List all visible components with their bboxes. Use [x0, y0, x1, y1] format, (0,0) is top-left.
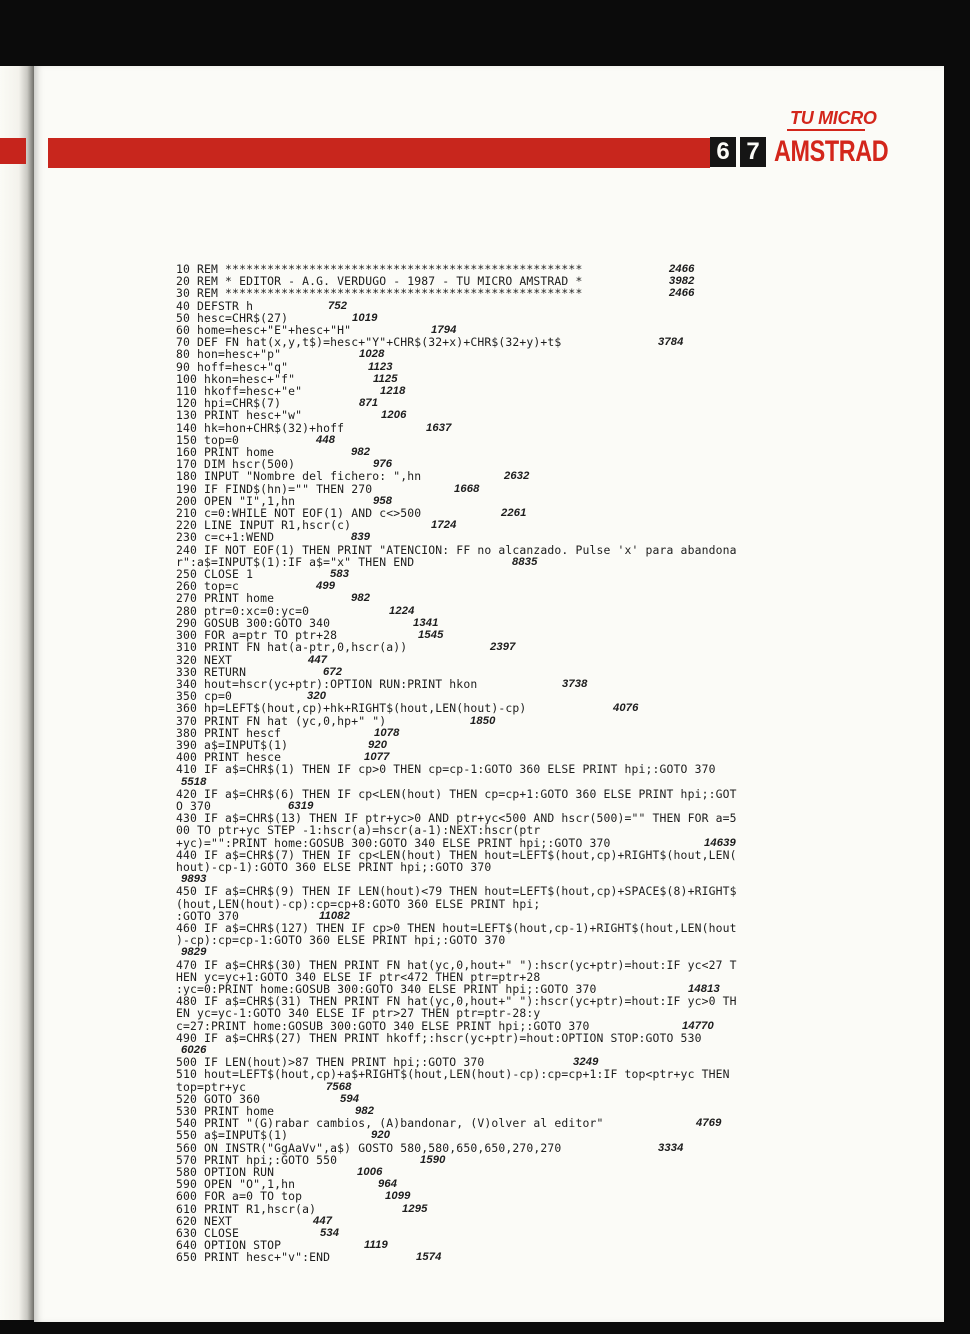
code-text: 120 hpi=CHR$(7): [176, 396, 282, 411]
code-text: c=27:PRINT home:GOSUB 300:GOTO 340 ELSE PRINT hpi;:GOTO 370: [176, 1018, 590, 1033]
code-text: 430 IF a$=CHR$(13) THEN IF ptr+yc>0 AND ptr+yc<500 AND hscr(500)="" THEN FOR a=5: [176, 811, 737, 826]
code-line: [176, 1081, 886, 1093]
code-text: 450 IF a$=CHR$(9) THEN IF LEN(hout)<79 THEN hout=LEFT$(hout,cp)+SPACE$(8)+RIGHT$: [176, 884, 737, 899]
code-text: 60 home=hesc+"E"+hesc+"H": [176, 323, 352, 338]
checksum: 2261: [501, 507, 527, 520]
checksum: 1078: [374, 726, 400, 739]
checksum: 1794: [431, 324, 457, 337]
checksum: 447: [308, 653, 328, 666]
code-text: :GOTO 370: [176, 908, 240, 923]
code-line: [176, 556, 886, 568]
code-line: [176, 422, 886, 434]
checksum: 447: [313, 1214, 333, 1227]
checksum: 964: [378, 1178, 398, 1191]
code-text: 40 DEFSTR h: [176, 298, 254, 313]
page-digit: 6: [710, 137, 736, 167]
code-text: 260 top=c: [176, 579, 240, 594]
adjacent-page-edge: [0, 66, 34, 1320]
code-text: 300 FOR a=ptr TO ptr+28: [176, 628, 338, 643]
code-text: 480 IF a$=CHR$(31) THEN PRINT FN hat(yc,0,hout+" "):hscr(yc+ptr)=hout:IF yc>0 TH: [176, 994, 737, 1009]
checksum: 2632: [504, 470, 530, 483]
code-line: [176, 861, 886, 873]
code-text: 350 cp=0: [176, 689, 233, 704]
code-line: [176, 1154, 886, 1166]
checksum: 2466: [669, 263, 695, 275]
code-text: 130 PRINT hesc+"w": [176, 408, 303, 423]
code-text: 410 IF a$=CHR$(1) THEN IF cp>0 THEN cp=cp-1:GOTO 360 ELSE PRINT hpi;:GOTO 370: [176, 762, 716, 777]
code-text: 150 top=0: [176, 432, 240, 447]
checksum: 958: [373, 494, 393, 507]
checksum: 672: [323, 665, 343, 678]
code-line: [176, 1203, 886, 1215]
code-line: [176, 739, 886, 751]
code-line: [176, 519, 886, 531]
code-line: [176, 287, 886, 299]
code-text: 470 IF a$=CHR$(30) THEN PRINT FN hat(yc,0,hout+" "):hscr(yc+ptr)=hout:IF yc<27 T: [176, 957, 737, 972]
checksum: 1341: [413, 616, 439, 629]
code-text: 160 PRINT home: [176, 445, 275, 460]
code-text: 100 hkon=hesc+"f": [176, 371, 296, 386]
code-text: 440 IF a$=CHR$(7) THEN IF cp<LEN(hout) THEN hout=LEFT$(hout,cp)+RIGHT$(hout,LEN(: [176, 847, 737, 862]
code-text: top=ptr+yc: [176, 1079, 247, 1094]
checksum: 1206: [381, 409, 407, 422]
checksum: 839: [351, 531, 371, 544]
code-text: EN yc=yc-1:GOTO 340 ELSE IF ptr>27 THEN ptr=ptr-28:y: [176, 1006, 541, 1021]
code-text: )-cp):cp=cp-1:GOTO 360 ELSE PRINT hpi;:GOTO 370: [176, 933, 506, 948]
code-text: 70 DEF FN hat(x,y,t$)=hesc+"Y"+CHR$(32+x)+CHR$(32+y)+t$: [176, 335, 562, 350]
checksum: 14639: [704, 836, 736, 849]
checksum: 4769: [696, 1117, 722, 1130]
code-text: 340 hout=hscr(yc+ptr):OPTION RUN:PRINT hkon: [176, 676, 478, 691]
code-line: [176, 715, 886, 727]
code-text: (hout,LEN(hout)-cp):cp=cp+8:GOTO 360 ELSE PRINT hpi;: [176, 896, 541, 911]
checksum: 6319: [288, 799, 314, 812]
code-text: 20 REM * EDITOR - A.G. VERDUGO - 1987 - TU MICRO AMSTRAD *: [176, 274, 583, 289]
code-text: 400 PRINT hesce: [176, 750, 282, 765]
code-text: 580 OPTION RUN: [176, 1165, 275, 1180]
code-line: [176, 1227, 886, 1239]
code-line: [176, 1251, 886, 1263]
magazine-brand: AMSTRAD: [774, 135, 889, 168]
code-text: 650 PRINT hesc+"v":END: [176, 1250, 331, 1265]
checksum: 4076: [613, 702, 639, 715]
code-text: 140 hk=hon+CHR$(32)+hoff: [176, 420, 345, 435]
code-line: [176, 385, 886, 397]
code-text: 490 IF a$=CHR$(27) THEN PRINT hkoff;:hscr(yc+ptr)=hout:OPTION STOP:GOTO 530: [176, 1030, 702, 1045]
code-line: [176, 654, 886, 666]
code-line: [176, 580, 886, 592]
checksum: 982: [355, 1105, 375, 1118]
code-text: 30 REM ***************************************************: [176, 286, 583, 301]
checksum: 920: [368, 738, 388, 751]
checksum: 1724: [431, 519, 457, 532]
code-line: [176, 1068, 886, 1080]
code-text: 570 PRINT hpi;:GOTO 550: [176, 1152, 338, 1167]
code-text: 210 c=0:WHILE NOT EOF(1) AND c<>500: [176, 506, 422, 521]
code-text: 330 RETURN: [176, 664, 247, 679]
code-line: [176, 1093, 886, 1105]
checksum: 5518: [181, 775, 207, 788]
checksum: 11082: [319, 909, 351, 922]
code-text: 540 PRINT "(G)rabar cambios, (A)bandonar, (V)olver al editor": [176, 1116, 604, 1131]
checksum: 1295: [402, 1202, 428, 1215]
code-text: 360 hp=LEFT$(hout,cp)+hk+RIGHT$(hout,LEN(hout)-cp): [176, 701, 527, 716]
checksum: 14813: [688, 982, 720, 995]
code-line: [176, 763, 886, 775]
checksum: 1850: [470, 714, 496, 727]
basic-listing: [176, 263, 886, 1264]
code-text: 590 OPEN "O",1,hn: [176, 1177, 296, 1192]
code-line: [176, 1215, 886, 1227]
code-text: 550 a$=INPUT$(1): [176, 1128, 289, 1143]
checksum: 1123: [368, 360, 393, 373]
code-text: 530 PRINT home: [176, 1104, 275, 1119]
page-digit: 7: [740, 137, 766, 167]
checksum: 976: [373, 458, 393, 471]
magazine-page: [34, 66, 944, 1322]
code-text: +yc)="":PRINT home:GOSUB 300:GOTO 340 ELSE PRINT hpi;:GOTO 370: [176, 835, 611, 850]
checksum: 6026: [181, 1044, 207, 1056]
checksum: 2466: [669, 287, 695, 300]
checksum: 14770: [682, 1019, 714, 1032]
checksum: 1119: [364, 1239, 388, 1252]
checksum: 3784: [658, 336, 684, 349]
code-text: 370 PRINT FN hat (yc,0,hp+" "): [176, 713, 387, 728]
code-text: 190 IF FIND$(hn)="" THEN 270: [176, 481, 373, 496]
checksum: 1590: [420, 1153, 446, 1166]
checksum: 1574: [416, 1251, 442, 1264]
checksum: 1077: [364, 751, 390, 764]
code-text: 600 FOR a=0 TO top: [176, 1189, 303, 1204]
code-text: hout)-cp-1):GOTO 360 ELSE PRINT hpi;:GOTO 370: [176, 859, 492, 874]
code-text: 380 PRINT hescf: [176, 725, 282, 740]
code-text: 50 hesc=CHR$(27): [176, 310, 289, 325]
code-line: [176, 788, 886, 800]
code-line: [176, 1032, 886, 1044]
page-number: [710, 136, 921, 168]
code-text: 00 TO ptr+yc STEP -1:hscr(a)=hscr(a-1):NEXT:hscr(ptr: [176, 823, 541, 838]
code-line: [176, 641, 886, 653]
code-text: 560 ON INSTR("GgAaVv",a$) GOSTO 580,580,650,650,270,270: [176, 1140, 562, 1155]
checksum: 7568: [326, 1080, 352, 1093]
code-text: 280 ptr=0:xc=0:yc=0: [176, 603, 310, 618]
checksum: 871: [359, 397, 379, 410]
checksum: 1637: [426, 421, 452, 434]
code-text: 310 PRINT FN hat(a-ptr,0,hscr(a)): [176, 640, 408, 655]
checksum: 982: [351, 592, 371, 605]
code-text: 270 PRINT home: [176, 591, 275, 606]
checksum: 920: [371, 1129, 391, 1142]
checksum: 9893: [181, 873, 207, 886]
code-text: 520 GOTO 360: [176, 1091, 261, 1106]
code-text: 320 NEXT: [176, 652, 233, 667]
checksum: 1028: [359, 348, 385, 361]
code-text: 90 hoff=hesc+"q": [176, 359, 289, 374]
checksum: 1668: [454, 482, 480, 495]
code-text: HEN yc=yc+1:GOTO 340 ELSE IF ptr<472 THEN ptr=ptr+28: [176, 969, 541, 984]
checksum: 320: [307, 690, 327, 703]
code-line: [176, 434, 886, 446]
checksum: 1099: [385, 1190, 411, 1203]
code-text: 620 NEXT: [176, 1213, 233, 1228]
code-text: 170 DIM hscr(500): [176, 457, 296, 472]
code-text: 420 IF a$=CHR$(6) THEN IF cp<LEN(hout) THEN cp=cp+1:GOTO 360 ELSE PRINT hpi;:GOT: [176, 786, 737, 801]
code-text: 200 OPEN "I",1,hn: [176, 493, 296, 508]
checksum: 3982: [669, 275, 695, 288]
checksum: 3249: [573, 1056, 599, 1069]
checksum: 1019: [352, 311, 378, 324]
code-text: 240 IF NOT EOF(1) THEN PRINT "ATENCION: FF no alcanzado. Pulse 'x' para abandona: [176, 542, 737, 557]
code-line: [176, 934, 886, 946]
code-text: 390 a$=INPUT$(1): [176, 737, 289, 752]
checksum: 3334: [658, 1141, 684, 1154]
code-text: 110 hkoff=hesc+"e": [176, 384, 303, 399]
checksum: 594: [340, 1092, 360, 1105]
code-text: 510 hout=LEFT$(hout,cp)+a$+RIGHT$(hout,LEN(hout)-cp):cp=cp+1:IF top<ptr+yc THEN: [176, 1067, 730, 1082]
header-banner: [48, 138, 710, 168]
checksum: 8835: [512, 555, 538, 568]
code-text: 80 hon=hesc+"p": [176, 347, 282, 362]
checksum: 499: [316, 580, 336, 593]
checksum: 2397: [490, 641, 516, 654]
checksum: 3738: [562, 677, 588, 690]
section-label: TU MICRO: [790, 108, 877, 128]
code-text: 230 c=c+1:WEND: [176, 530, 275, 545]
code-line: [176, 898, 886, 910]
code-text: O 370: [176, 798, 212, 813]
code-text: :yc=0:PRINT home:GOSUB 300:GOTO 340 ELSE PRINT hpi;:GOTO 370: [176, 981, 597, 996]
code-text: 500 IF LEN(hout)>87 THEN PRINT hpi;:GOTO 370: [176, 1055, 485, 1070]
adjacent-banner-fragment: [0, 138, 26, 164]
code-text: 460 IF a$=CHR$(127) THEN IF cp>0 THEN hout=LEFT$(hout,cp-1)+RIGHT$(hout,LEN(hout: [176, 920, 737, 935]
code-text: r":a$=INPUT$(1):IF a$="x" THEN END: [176, 554, 415, 569]
checksum: 1125: [373, 372, 398, 385]
section-underline: [787, 129, 865, 131]
scan-border: [944, 0, 970, 1334]
code-line: [176, 678, 886, 690]
code-text: 10 REM ***************************************************: [176, 262, 583, 276]
checksum: 1006: [357, 1166, 383, 1179]
checksum: 9829: [181, 946, 207, 959]
code-text: 180 INPUT "Nombre del fichero: ",hn: [176, 469, 422, 484]
code-line: [176, 336, 886, 348]
checksum: 1224: [389, 604, 415, 617]
code-line: [176, 568, 886, 580]
checksum: 448: [316, 433, 336, 446]
code-text: 290 GOSUB 300:GOTO 340: [176, 615, 331, 630]
checksum: 583: [330, 568, 350, 581]
code-text: 610 PRINT R1,hscr(a): [176, 1201, 317, 1216]
checksum: 1218: [380, 385, 406, 398]
checksum: 1545: [418, 629, 444, 642]
code-text: 640 OPTION STOP: [176, 1238, 282, 1253]
checksum: 752: [328, 299, 348, 312]
code-text: 250 CLOSE 1: [176, 567, 254, 582]
code-text: 630 CLOSE: [176, 1226, 240, 1241]
checksum: 534: [320, 1227, 340, 1240]
checksum: 982: [351, 446, 371, 459]
code-text: 220 LINE INPUT R1,hscr(c): [176, 518, 352, 533]
